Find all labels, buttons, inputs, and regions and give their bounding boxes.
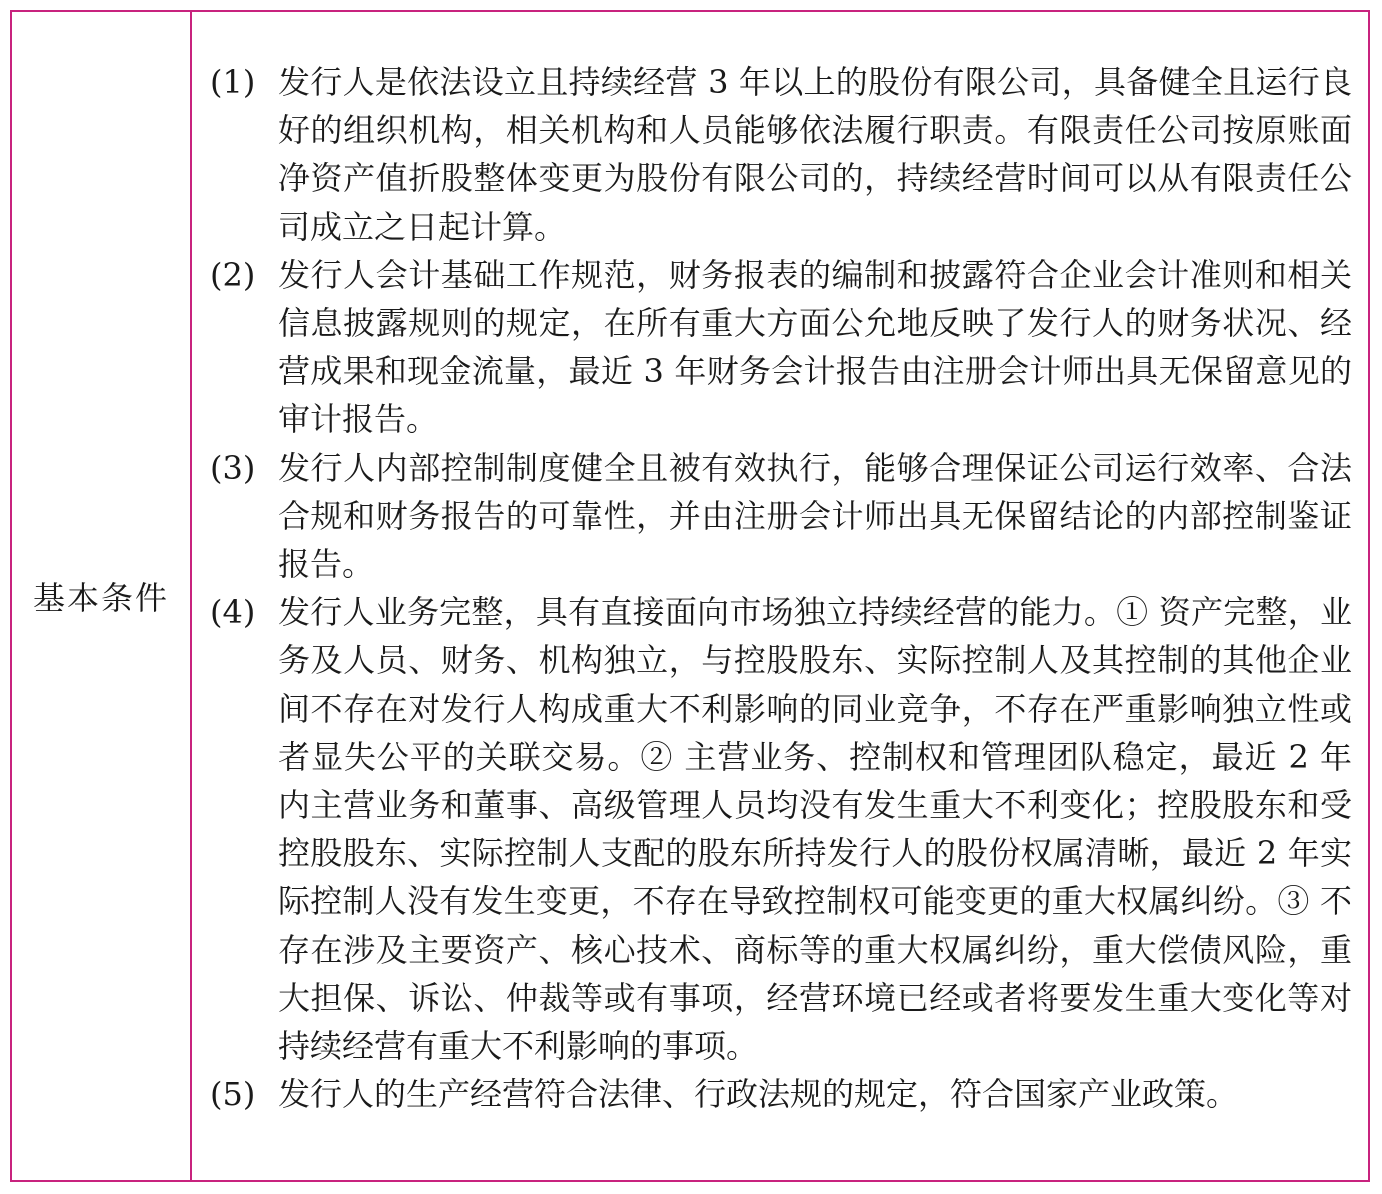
clause-number: (4) — [210, 593, 256, 632]
clause-5 — [210, 1070, 1352, 1118]
clause-3 — [210, 444, 1352, 589]
clause-text: 发行人是依法设立且持续经营 3 年以上的股份有限公司，具备健全且运行良好的组织机构，相关机构和人员能够依法履行职责。有限责任公司按原账面净资产值折股整体变更为股份有限公司的，持续经营时间可以从有限责任公司成立之日起计算。 — [278, 63, 1352, 246]
clause-text: 发行人内部控制制度健全且被有效执行，能够合理保证公司运行效率、合法合规和财务报告的可靠性，并由注册会计师出具无保留结论的内部控制鉴证报告。 — [278, 448, 1352, 584]
clauses-cell — [192, 12, 1368, 1180]
row-label-cell — [12, 12, 192, 1180]
conditions-table — [10, 10, 1370, 1182]
row-label: 基本条件 — [32, 579, 169, 617]
clause-number: (1) — [210, 63, 256, 101]
clause-text: 发行人会计基础工作规范，财务报表的编制和披露符合企业会计准则和相关信息披露规则的规定，在所有重大方面公允地反映了发行人的财务状况、经营成果和现金流量，最近 3 年财务会计报告由注册会计师出具无保留意见的审计报告。 — [278, 255, 1352, 439]
clause-text: 发行人业务完整，具有直接面向市场独立持续经营的能力。① 资产完整，业务及人员、财务、机构独立，与控股股东、实际控制人及其控制的其他企业间不存在对发行人构成重大不利影响的同业竞争，不存在严重影响独立性或者显失公平的关联交易。② 主营业务、控制权和管理团队稳定，最近 2 年内主营业务和董事、高级管理人员均没有发生重大不利变化；控股股东和受控股股东、实际控制人支配的股东所持发行人的股份权属清晰，最近 2 年实际控制人没有发生变更，不存在导致控制权可能变更的重大权属纠纷。③ 不存在涉及主要资产、核心技术、商标等的重大权属纠纷，重大偿债风险，重大担保、诉讼、仲裁等或有事项，经营环境已经或者将要发生重大变化等对持续经营有重大不利影响的事项。 — [278, 593, 1352, 1066]
clause-number: (2) — [210, 255, 256, 294]
clause-4 — [210, 588, 1352, 1070]
clause-text: 发行人的生产经营符合法律、行政法规的规定，符合国家产业政策。 — [278, 1075, 1239, 1114]
clause-2 — [210, 251, 1352, 444]
clause-number: (5) — [210, 1075, 256, 1114]
clause-number: (3) — [210, 448, 256, 487]
clause-1 — [210, 58, 1352, 251]
